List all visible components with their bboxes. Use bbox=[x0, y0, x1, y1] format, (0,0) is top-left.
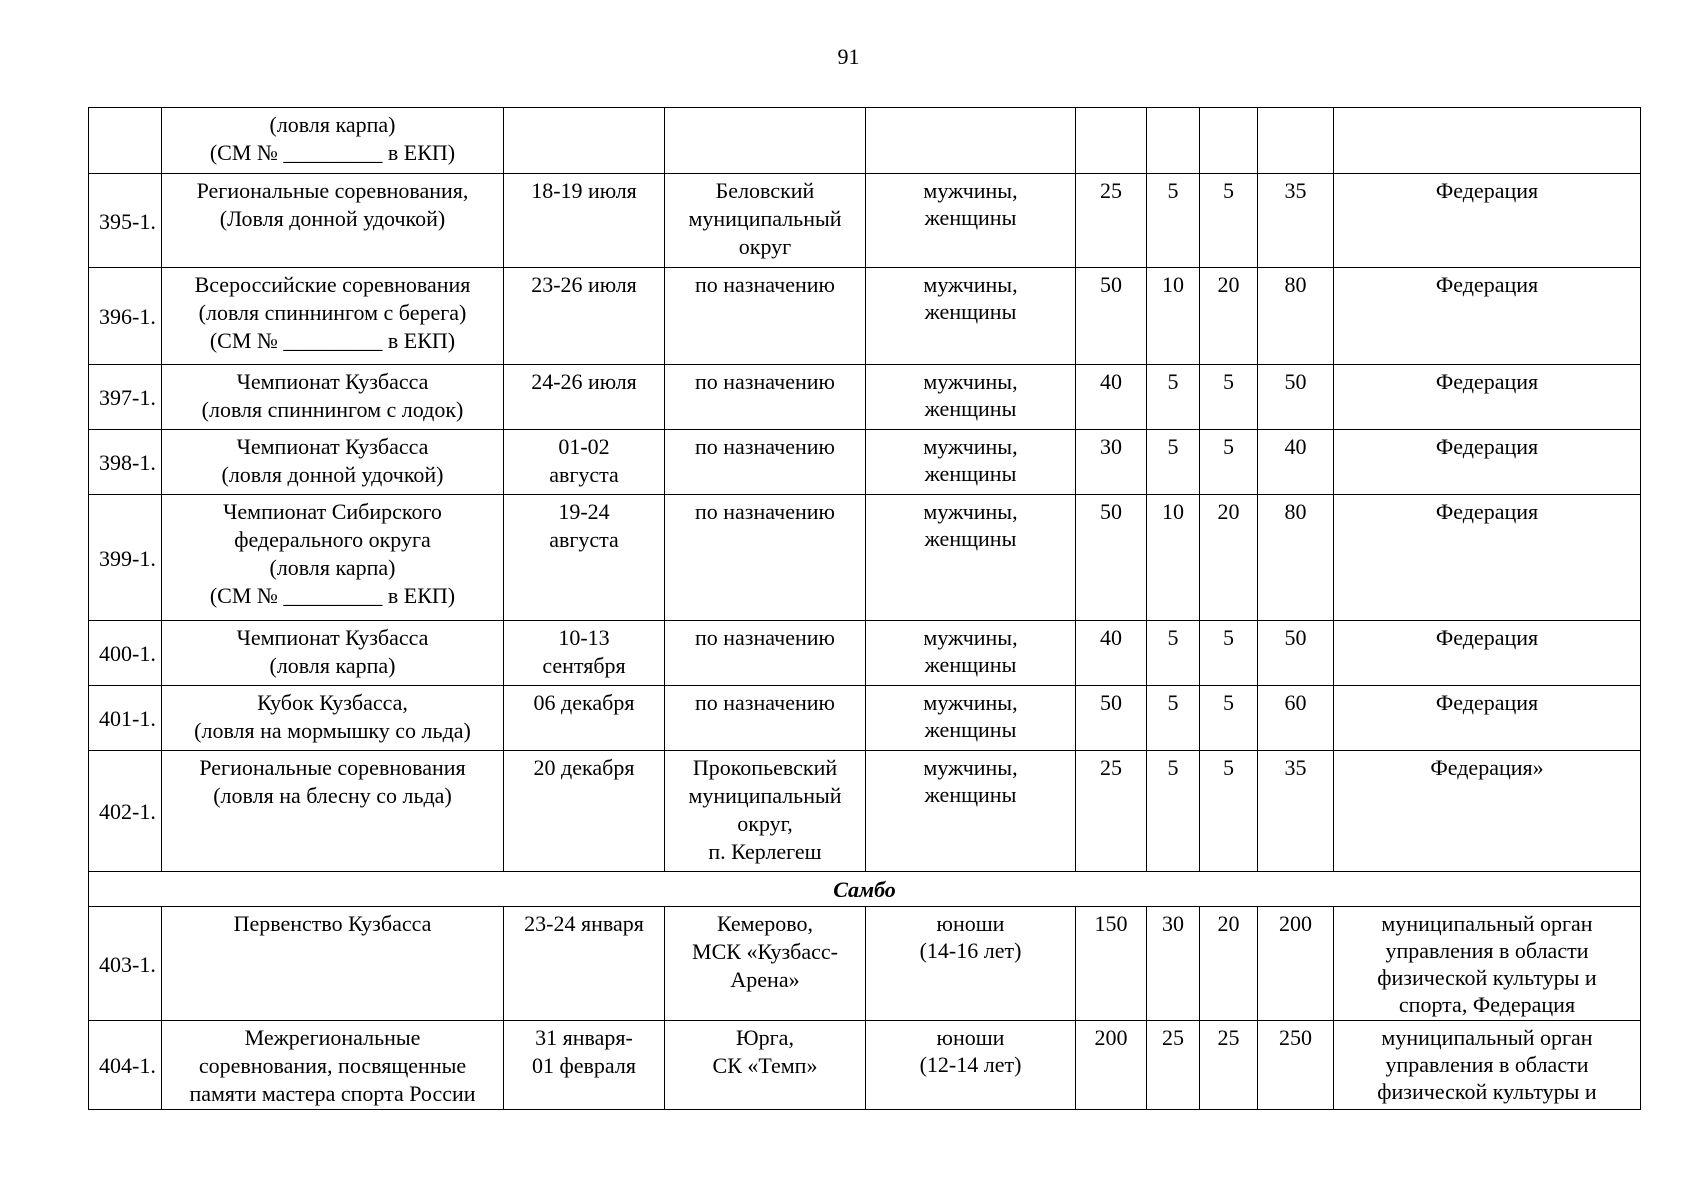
organizer-line: Федерация bbox=[1435, 499, 1539, 524]
date-line: сентября bbox=[542, 653, 626, 678]
organizer-line: физической культуры и bbox=[1377, 1079, 1597, 1104]
event-name-cell bbox=[162, 621, 504, 686]
venue-line: округ, bbox=[737, 811, 793, 836]
participants-line: мужчины, bbox=[923, 434, 1018, 459]
event-name-cell bbox=[162, 365, 504, 430]
venue-cell bbox=[665, 430, 866, 495]
table-row bbox=[89, 430, 1641, 495]
participants-line: мужчины, bbox=[923, 369, 1018, 394]
event-name-cell bbox=[162, 907, 504, 1021]
venue-cell bbox=[665, 108, 866, 174]
count-cell: 5 bbox=[1147, 751, 1200, 872]
event-name-line: федерального округа bbox=[234, 527, 431, 552]
event-name-line: памяти мастера спорта России bbox=[189, 1081, 476, 1106]
venue-cell bbox=[665, 751, 866, 872]
section-header-row bbox=[89, 872, 1641, 907]
venue-cell bbox=[665, 495, 866, 621]
count-cell: 10 bbox=[1147, 268, 1200, 365]
total-cell: 35 bbox=[1258, 174, 1334, 268]
organizer-cell bbox=[1334, 365, 1641, 430]
table-row bbox=[89, 268, 1641, 365]
venue-cell bbox=[665, 268, 866, 365]
date-line: 19-24 bbox=[558, 499, 610, 524]
participants-cell bbox=[866, 621, 1076, 686]
count-cell: 200 bbox=[1076, 1021, 1147, 1110]
organizer-cell bbox=[1334, 686, 1641, 751]
event-name-cell bbox=[162, 174, 504, 268]
event-name-line: Кубок Кузбасса, bbox=[257, 690, 408, 715]
date-cell bbox=[504, 751, 665, 872]
venue-cell bbox=[665, 621, 866, 686]
table-row bbox=[89, 751, 1641, 872]
total-cell: 80 bbox=[1258, 495, 1334, 621]
organizer-line: Федерация bbox=[1435, 369, 1539, 394]
organizer-line: управления в области bbox=[1385, 1052, 1589, 1077]
participants-line: женщины bbox=[924, 526, 1017, 551]
page-number: 91 bbox=[837, 44, 860, 69]
date-line: августа bbox=[549, 527, 619, 552]
count-cell: 25 bbox=[1076, 174, 1147, 268]
organizer-cell bbox=[1334, 495, 1641, 621]
section-title: Самбо bbox=[89, 872, 1641, 907]
organizer-line: муниципальный орган bbox=[1381, 1025, 1593, 1050]
participants-cell bbox=[866, 365, 1076, 430]
participants-line: мужчины, bbox=[923, 272, 1018, 297]
date-line: 24-26 июля bbox=[531, 369, 637, 394]
participants-line: женщины bbox=[924, 717, 1017, 742]
date-line: 31 января- bbox=[535, 1025, 633, 1050]
participants-cell bbox=[866, 495, 1076, 621]
participants-line: мужчины, bbox=[923, 690, 1018, 715]
participants-cell bbox=[866, 686, 1076, 751]
date-cell bbox=[504, 174, 665, 268]
venue-cell bbox=[665, 1021, 866, 1110]
count-cell: 25 bbox=[1147, 1021, 1200, 1110]
count-cell bbox=[1200, 108, 1258, 174]
venue-line: Прокопьевский bbox=[692, 755, 838, 780]
participants-line: мужчины, bbox=[923, 178, 1018, 203]
venue-line: по назначению bbox=[695, 434, 835, 459]
count-cell: 20 bbox=[1200, 907, 1258, 1021]
venue-cell bbox=[665, 907, 866, 1021]
venue-line: п. Керлегеш bbox=[708, 839, 822, 864]
total-cell: 60 bbox=[1258, 686, 1334, 751]
venue-cell bbox=[665, 365, 866, 430]
organizer-cell bbox=[1334, 621, 1641, 686]
date-cell bbox=[504, 907, 665, 1021]
date-line: 01-02 bbox=[558, 434, 610, 459]
date-line: 20 декабря bbox=[533, 755, 635, 780]
event-name-line: (ловля на мормышку со льда) bbox=[194, 718, 471, 743]
date-cell bbox=[504, 495, 665, 621]
participants-line: мужчины, bbox=[923, 499, 1018, 524]
organizer-line: Федерация» bbox=[1430, 755, 1544, 780]
count-cell: 150 bbox=[1076, 907, 1147, 1021]
participants-cell bbox=[866, 174, 1076, 268]
organizer-cell bbox=[1334, 751, 1641, 872]
participants-line: юноши bbox=[936, 911, 1005, 936]
count-cell: 25 bbox=[1200, 1021, 1258, 1110]
count-cell: 30 bbox=[1147, 907, 1200, 1021]
count-cell: 20 bbox=[1200, 495, 1258, 621]
row-number-cell: 397-1. bbox=[89, 365, 162, 430]
venue-line: Кемерово, bbox=[716, 911, 814, 936]
continuation-row bbox=[89, 108, 1641, 174]
count-cell: 5 bbox=[1147, 621, 1200, 686]
venue-line: округ bbox=[738, 234, 792, 259]
organizer-cell bbox=[1334, 108, 1641, 174]
table-row bbox=[89, 686, 1641, 751]
organizer-line: управления в области bbox=[1385, 938, 1589, 963]
participants-line: (12-14 лет) bbox=[919, 1052, 1022, 1077]
total-cell: 80 bbox=[1258, 268, 1334, 365]
date-cell bbox=[504, 621, 665, 686]
venue-line: Юрга, bbox=[736, 1025, 794, 1050]
count-cell: 5 bbox=[1200, 621, 1258, 686]
event-name-cell bbox=[162, 495, 504, 621]
participants-line: мужчины, bbox=[923, 625, 1018, 650]
organizer-cell bbox=[1334, 174, 1641, 268]
venue-line: муниципальный bbox=[688, 206, 842, 231]
count-cell: 5 bbox=[1200, 365, 1258, 430]
event-name-cell bbox=[162, 108, 504, 174]
event-name-line: (ловля карпа) bbox=[269, 555, 396, 580]
participants-line: женщины bbox=[924, 461, 1017, 486]
event-name-line: (СМ № _________ в ЕКП) bbox=[209, 328, 456, 353]
count-cell: 50 bbox=[1076, 268, 1147, 365]
table-row bbox=[89, 621, 1641, 686]
count-cell: 50 bbox=[1076, 686, 1147, 751]
venue-line: по назначению bbox=[695, 499, 835, 524]
row-number-cell: 396-1. bbox=[89, 268, 162, 365]
event-name-line: Региональные соревнования bbox=[199, 755, 466, 780]
date-line: 06 декабря bbox=[533, 690, 635, 715]
count-cell: 5 bbox=[1200, 430, 1258, 495]
venue-line: Беловский bbox=[715, 178, 815, 203]
organizer-line: Федерация bbox=[1435, 690, 1539, 715]
event-name-line: Межрегиональные bbox=[244, 1025, 421, 1050]
table-row bbox=[89, 907, 1641, 1021]
row-number-cell: 400-1. bbox=[89, 621, 162, 686]
total-cell: 250 bbox=[1258, 1021, 1334, 1110]
total-cell: 50 bbox=[1258, 621, 1334, 686]
date-cell bbox=[504, 108, 665, 174]
total-cell: 50 bbox=[1258, 365, 1334, 430]
date-line: 18-19 июля bbox=[531, 178, 637, 203]
date-line: 10-13 bbox=[558, 625, 610, 650]
count-cell: 25 bbox=[1076, 751, 1147, 872]
event-name-line: Чемпионат Сибирского bbox=[223, 499, 442, 524]
row-number-cell: 402-1. bbox=[89, 751, 162, 872]
organizer-line: Федерация bbox=[1435, 625, 1539, 650]
row-number-cell: 401-1. bbox=[89, 686, 162, 751]
date-line: 23-26 июля bbox=[531, 272, 637, 297]
event-name-cell bbox=[162, 686, 504, 751]
event-name-cell bbox=[162, 1021, 504, 1110]
count-cell: 5 bbox=[1147, 365, 1200, 430]
count-cell: 50 bbox=[1076, 495, 1147, 621]
count-cell: 5 bbox=[1147, 430, 1200, 495]
table-row bbox=[89, 495, 1641, 621]
date-line: августа bbox=[549, 462, 619, 487]
count-cell: 5 bbox=[1147, 174, 1200, 268]
total-cell: 40 bbox=[1258, 430, 1334, 495]
event-name-line: Первенство Кузбасса bbox=[233, 911, 432, 936]
date-cell bbox=[504, 430, 665, 495]
row-number-cell: 404-1. bbox=[89, 1021, 162, 1110]
event-name-cell bbox=[162, 268, 504, 365]
row-number-cell bbox=[89, 108, 162, 174]
event-name-line: соревнования, посвященные bbox=[198, 1053, 467, 1078]
organizer-line: муниципальный орган bbox=[1381, 911, 1593, 936]
organizer-cell bbox=[1334, 907, 1641, 1021]
date-cell bbox=[504, 686, 665, 751]
venue-line: по назначению bbox=[695, 690, 835, 715]
row-number-cell: 399-1. bbox=[89, 495, 162, 621]
participants-cell bbox=[866, 108, 1076, 174]
participants-cell bbox=[866, 751, 1076, 872]
count-cell: 40 bbox=[1076, 621, 1147, 686]
venue-line: по назначению bbox=[695, 625, 835, 650]
organizer-line: спорта, Федерация bbox=[1398, 992, 1576, 1017]
competition-schedule-table bbox=[88, 107, 1641, 1110]
count-cell bbox=[1076, 108, 1147, 174]
participants-line: женщины bbox=[924, 396, 1017, 421]
participants-line: женщины bbox=[924, 299, 1017, 324]
event-name-line: Чемпионат Кузбасса bbox=[236, 434, 429, 459]
venue-cell bbox=[665, 174, 866, 268]
participants-cell bbox=[866, 268, 1076, 365]
event-name-line: Чемпионат Кузбасса bbox=[236, 625, 429, 650]
organizer-cell bbox=[1334, 268, 1641, 365]
organizer-line: Федерация bbox=[1435, 178, 1539, 203]
date-cell bbox=[504, 268, 665, 365]
row-number-cell: 403-1. bbox=[89, 907, 162, 1021]
participants-line: женщины bbox=[924, 652, 1017, 677]
total-cell bbox=[1258, 108, 1334, 174]
venue-cell bbox=[665, 686, 866, 751]
count-cell: 40 bbox=[1076, 365, 1147, 430]
participants-cell bbox=[866, 1021, 1076, 1110]
date-line: 01 февраля bbox=[532, 1053, 636, 1078]
venue-line: Арена» bbox=[730, 967, 800, 992]
event-name-line: (ловля карпа) bbox=[269, 112, 396, 137]
count-cell: 5 bbox=[1147, 686, 1200, 751]
date-cell bbox=[504, 1021, 665, 1110]
event-name-cell bbox=[162, 751, 504, 872]
table-row bbox=[89, 1021, 1641, 1110]
venue-line: по назначению bbox=[695, 369, 835, 394]
event-name-line: (ловля карпа) bbox=[269, 653, 396, 678]
venue-line: муниципальный bbox=[688, 783, 842, 808]
row-number-cell: 395-1. bbox=[89, 174, 162, 268]
count-cell: 30 bbox=[1076, 430, 1147, 495]
table-row bbox=[89, 174, 1641, 268]
venue-line: СК «Темп» bbox=[712, 1053, 818, 1078]
organizer-line: Федерация bbox=[1435, 434, 1539, 459]
total-cell: 200 bbox=[1258, 907, 1334, 1021]
event-name-line: (Ловля донной удочкой) bbox=[219, 206, 446, 231]
row-number-cell: 398-1. bbox=[89, 430, 162, 495]
count-cell: 5 bbox=[1200, 174, 1258, 268]
participants-line: юноши bbox=[936, 1025, 1005, 1050]
participants-cell bbox=[866, 430, 1076, 495]
count-cell: 20 bbox=[1200, 268, 1258, 365]
venue-line: по назначению bbox=[695, 272, 835, 297]
total-cell: 35 bbox=[1258, 751, 1334, 872]
date-cell bbox=[504, 365, 665, 430]
participants-line: женщины bbox=[924, 782, 1017, 807]
participants-line: (14-16 лет) bbox=[919, 938, 1022, 963]
event-name-line: Чемпионат Кузбасса bbox=[236, 369, 429, 394]
participants-line: женщины bbox=[924, 205, 1017, 230]
event-name-line: Всероссийские соревнования bbox=[194, 272, 471, 297]
event-name-cell bbox=[162, 430, 504, 495]
venue-line: МСК «Кузбасс- bbox=[692, 939, 838, 964]
count-cell: 5 bbox=[1200, 686, 1258, 751]
event-name-line: (ловля спиннингом с берега) bbox=[198, 300, 467, 325]
event-name-line: (СМ № _________ в ЕКП) bbox=[209, 583, 456, 608]
event-name-line: (СМ № _________ в ЕКП) bbox=[209, 140, 456, 165]
event-name-line: (ловля донной удочкой) bbox=[221, 462, 444, 487]
table-row bbox=[89, 365, 1641, 430]
count-cell: 5 bbox=[1200, 751, 1258, 872]
organizer-cell bbox=[1334, 430, 1641, 495]
participants-line: мужчины, bbox=[923, 755, 1018, 780]
organizer-line: Федерация bbox=[1435, 272, 1539, 297]
event-name-line: Региональные соревнования, bbox=[196, 178, 469, 203]
participants-cell bbox=[866, 907, 1076, 1021]
organizer-line: физической культуры и bbox=[1377, 965, 1597, 990]
count-cell: 10 bbox=[1147, 495, 1200, 621]
count-cell bbox=[1147, 108, 1200, 174]
event-name-line: (ловля спиннингом с лодок) bbox=[201, 397, 464, 422]
organizer-cell bbox=[1334, 1021, 1641, 1110]
event-name-line: (ловля на блесну со льда) bbox=[213, 783, 452, 808]
date-line: 23-24 января bbox=[524, 911, 644, 936]
